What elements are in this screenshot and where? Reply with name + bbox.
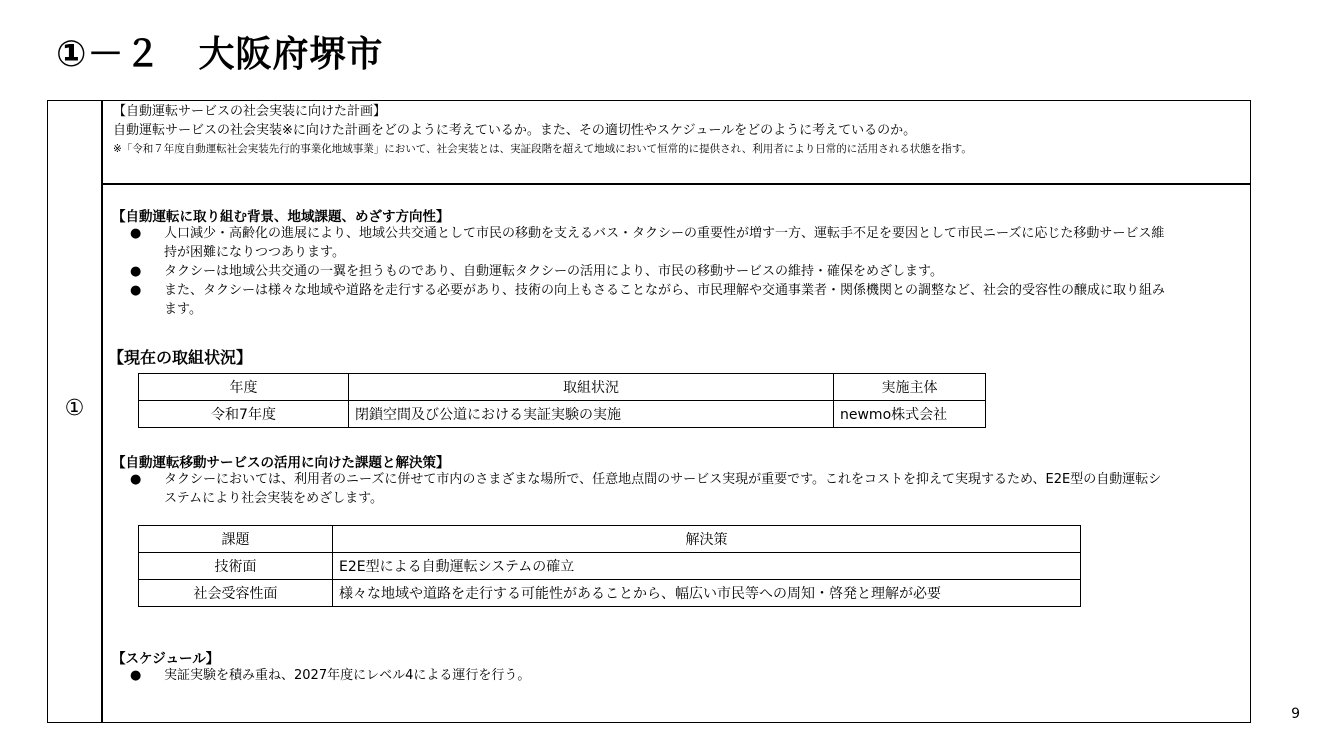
page-number: 9 [1291,706,1300,722]
list-item: ● タクシーは地域公共交通の一翼を担うものであり、自動運転タクシーの活用により、市民の移動サービスの維持・確保をめざします。 [130,264,943,279]
list-item: ● 人口減少・高齢化の進展により、地域公共交通として市民の移動を支えるバス・タクシーの重要性が増す一方、運転手不足を要因として市民ニーズに応じた移動サービス維持が困難になりつつあります。 [130,226,1165,260]
status-table [138,373,986,428]
issues-list [112,470,1172,508]
table-cell: E2E型による自動運転システムの確立 [333,553,1081,580]
question-text: 自動運転サービスの社会実装※に向けた計画をどのように考えているか。また、その適切性やスケジュールをどのように考えているのか。 [113,123,917,138]
content-frame [47,100,1251,723]
question-header [103,101,1250,185]
list-item: ● また、タクシーは様々な地域や道路を走行する必要があり、技術の向上もさることながら、市民理解や交通事業者・関係機関との調整など、社会的受容性の醸成に取り組みます。 [130,283,1166,317]
table-header-cell: 実施主体 [834,374,986,401]
list-item: ● 実証実験を積み重ね、2027年度にレベル4による運行を行う。 [130,668,531,683]
table-header-cell: 取組状況 [349,374,834,401]
schedule-list [112,666,1172,685]
table-cell: 様々な地域や道路を走行する可能性があることから、幅広い市民等への周知・啓発と理解が必要 [333,580,1081,607]
status-heading: 【現在の取組状況】 [108,348,253,367]
list-item: ● タクシーにおいては、利用者のニーズに併せて市内のさまざまな場所で、任意地点間のサービス実現が重要です。これをコストを抑えて実現するため、E2E型の自動運転システムにより社会実装をめざします。 [130,472,1162,506]
table-cell: 閉鎖空間及び公道における実証実験の実施 [349,401,834,428]
page-title: ①－２ 大阪府堺市 [56,34,384,75]
bullet-icon: ● [130,264,142,279]
table-cell: newmo株式会社 [834,401,986,428]
table-cell: 社会受容性面 [139,580,333,607]
table-cell: 技術面 [139,553,333,580]
question-title: 【自動運転サービスの社会実装に向けた計画】 [113,104,387,119]
table-row [139,580,1081,607]
bullet-icon: ● [130,472,142,487]
issues-table [138,525,1081,607]
background-list [112,224,1172,319]
table-header-row [139,374,986,401]
table-row [139,553,1081,580]
table-cell: 令和7年度 [139,401,349,428]
table-header-cell: 課題 [139,526,333,553]
row-marker: ① [64,396,85,421]
bullet-icon: ● [130,226,142,241]
background-heading: 【自動運転に取り組む背景、地域課題、めざす方向性】 [112,209,450,225]
bullet-icon: ● [130,668,142,683]
question-note: ※「令和７年度自動運転社会実装先行的事業化地域事業」において、社会実装とは、実証段階を超えて地域において恒常的に提供され、利用者により日常的に活用される状態を指す。 [113,143,972,155]
table-header-row [139,526,1081,553]
issues-heading: 【自動運転移動サービスの活用に向けた課題と解決策】 [112,455,450,471]
bullet-icon: ● [130,283,142,298]
table-header-cell: 年度 [139,374,349,401]
schedule-heading: 【スケジュール】 [112,651,220,667]
table-header-cell: 解決策 [333,526,1081,553]
table-row [139,401,986,428]
